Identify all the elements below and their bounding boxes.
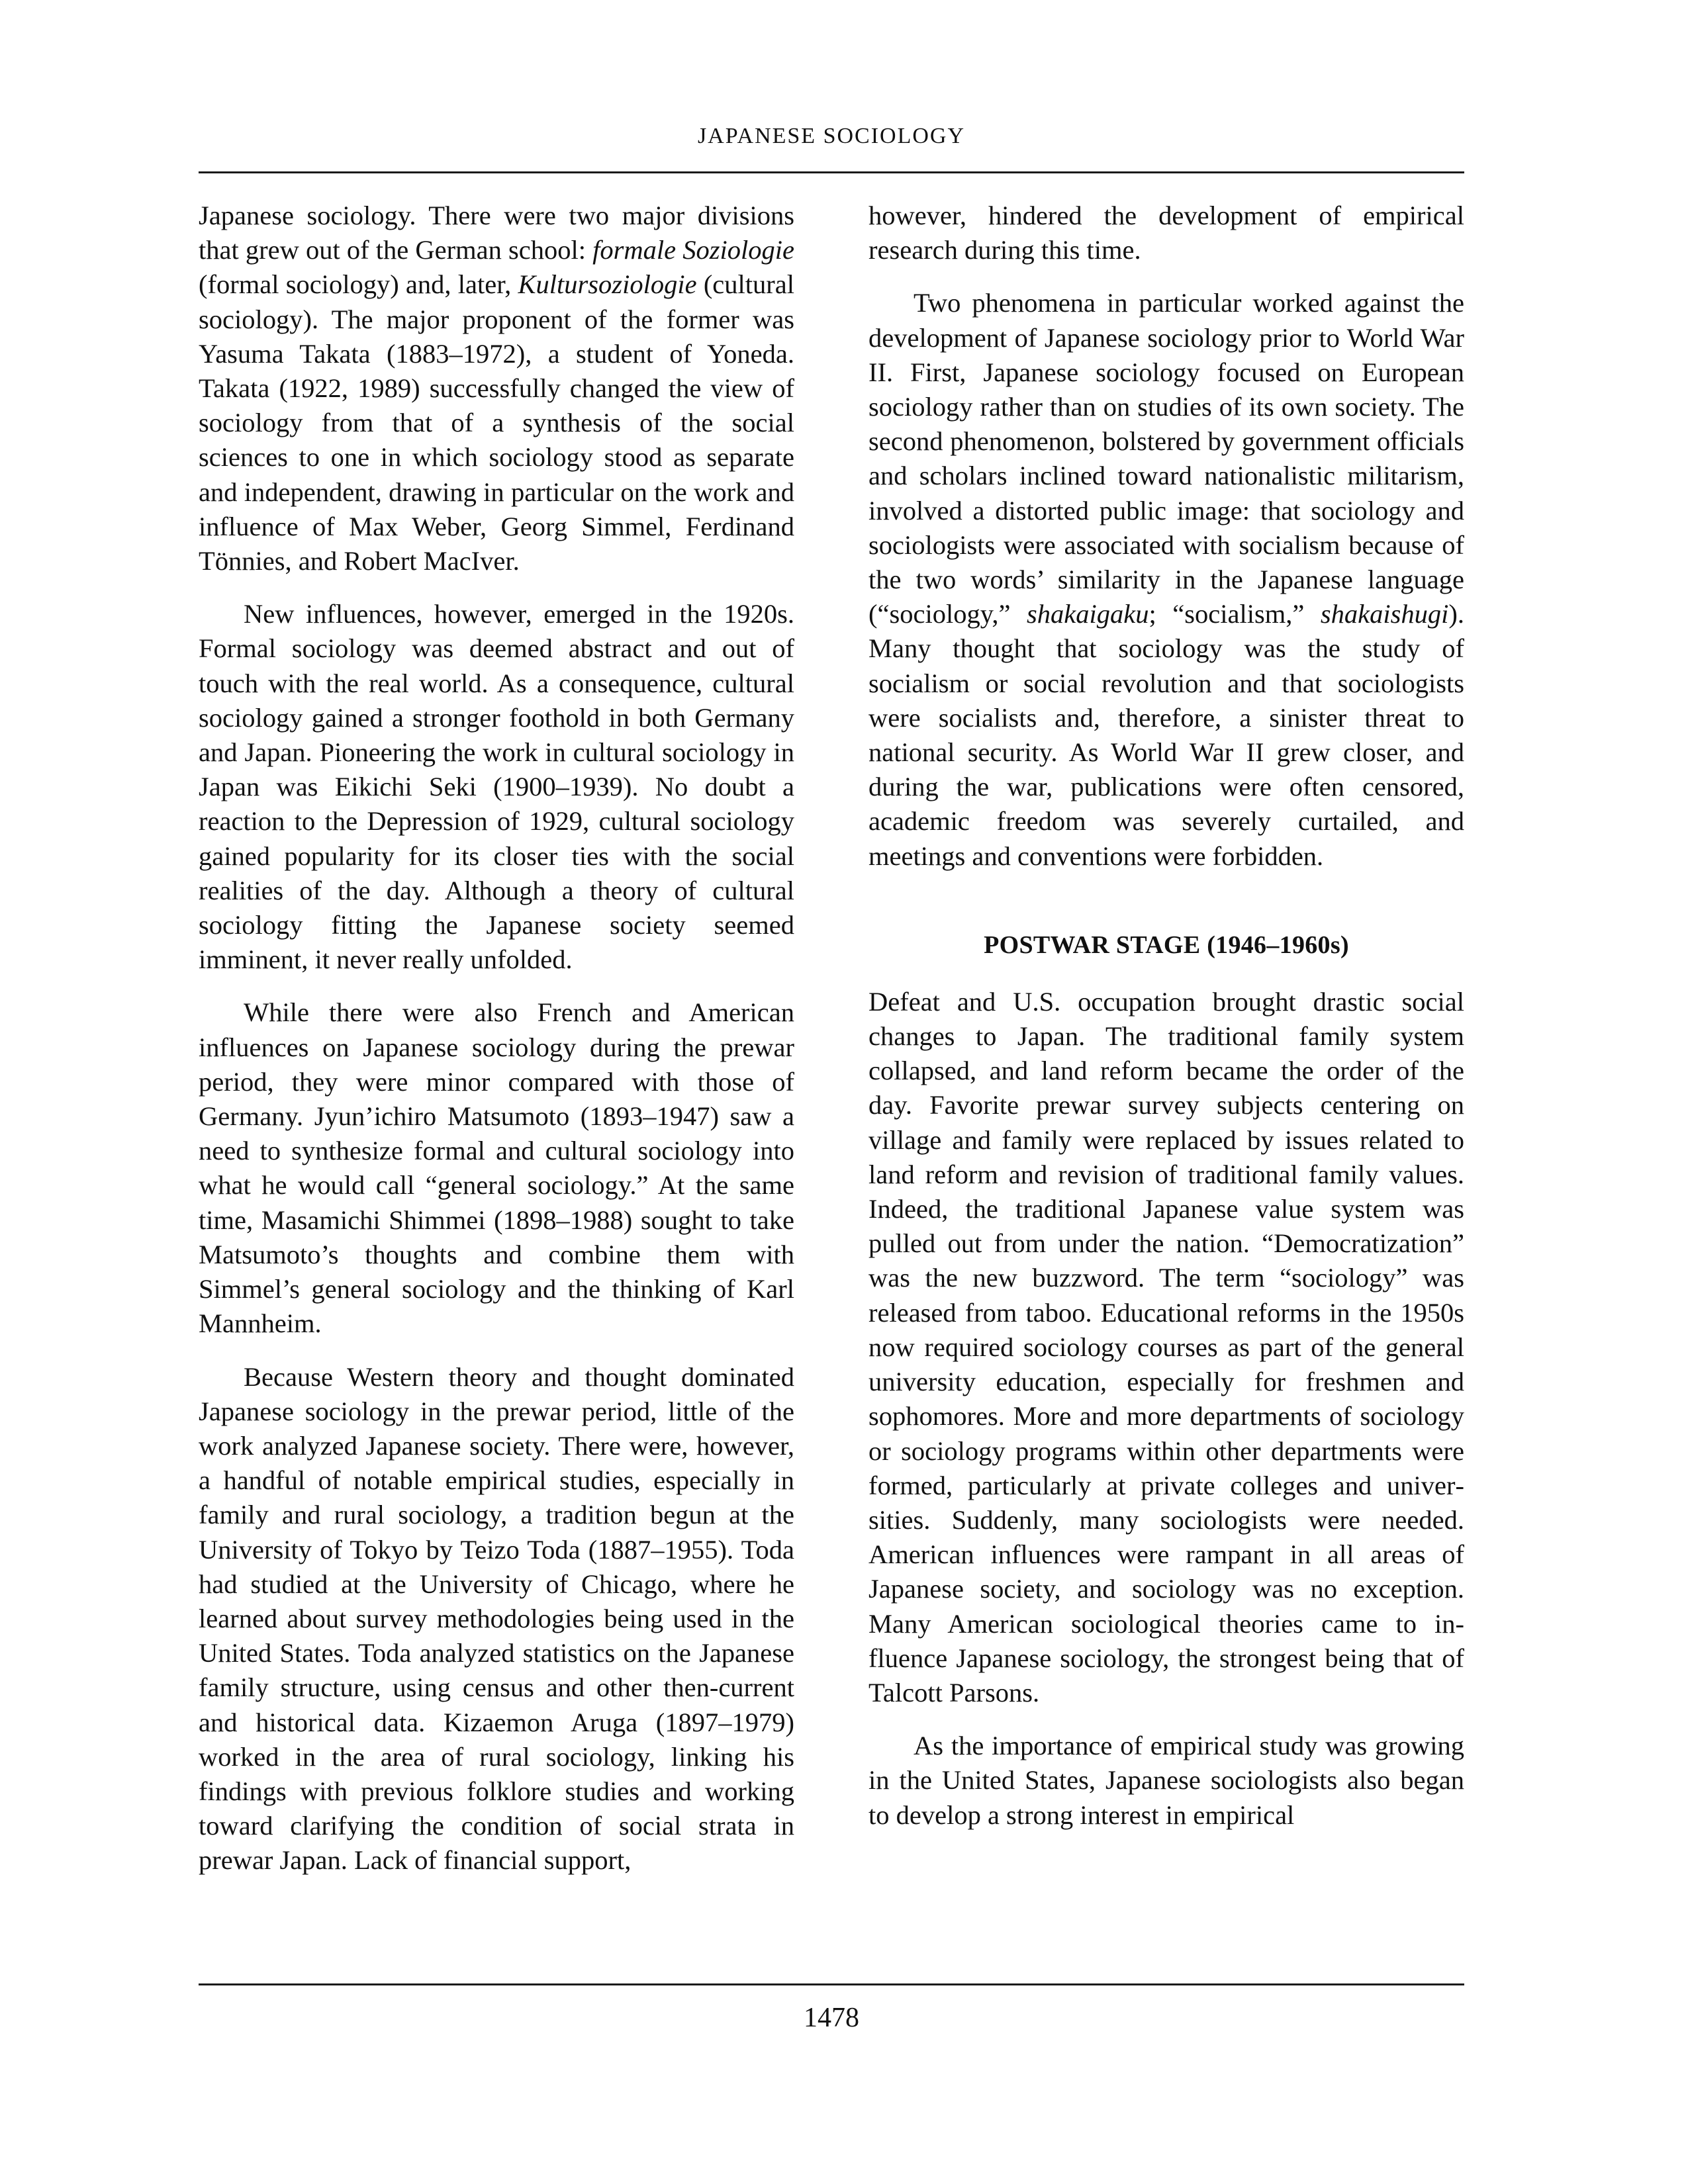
left-column [199,199,794,1897]
paragraph-western-theory: Because Western theory and thought dominated Japanese sociology in the prewar period, little of the work analyzed Japanese society. There were, however, a handful of notable empirical studies, especially in family and rural sociology, a tradition begun at the University of Tokyo by Teizo Toda (1887–1955). Toda had studied at the University of Chicago, where he learned about survey methodologies being used in the United States. Toda analyzed statistics on the Japanese family structure, using census and other then-current and historical data. Kizaemon Aruga (1897–1979) worked in the area of rural sociology, linking his findings with previous folklore studies and working toward clarifying the condition of social strata in prewar Japan. Lack of financial support, [199,1361,794,1876]
paragraph-text: Two phenomena in particular worked against the development of Japanese sociology prior to World War II. First, Japanese sociology focused on European sociology rather than on studies of its own society. The second phenomenon, bolstered by government officials and scholars inclined toward nationalistic militarism, involved a distorted public image: that sociology and sociologists were associated with socialism because of the two words’ similarity in the Japanese language (“sociology,” [868,288,1464,629]
footer-rule [199,1983,1464,1985]
right-column [868,199,1464,1851]
paragraph-text: ; “socialism,” [1149,599,1321,629]
paragraph-two-phenomena [868,286,1464,873]
italic-term-shakaigaku: shakaigaku [1026,599,1149,629]
section-heading-postwar-stage: POSTWAR STAGE (1946–1960s) [984,931,1349,959]
paragraph-text: (formal sociology) and, later, [199,269,518,300]
paragraph-empirical-study: As the importance of empirical study was growing in the United States, Japanese sociologists also began to develop a strong interest in empirical [868,1731,1464,1830]
paragraph-defeat-occupation: Defeat and U.S. occupation brought drastic social changes to Japan. The traditional family system collapsed, and land reform became the order of the day. Favorite prewar survey subjects centering on village and family were replaced by issues related to land reform and revision of traditional family values. Indeed, the traditional Japanese value system was pulled out from under the nation. “Democratization” was the new buzzword. The term “sociology” was released from taboo. Educational reforms in the 1950s now required sociology courses as part of the general university education, especially for freshmen and sophomores. More and more departments of sociology or sociology programs within other departments were formed, particularly at private colleges and universities. Suddenly, many sociologists were needed. American influences were rampant in all areas of Japanese society, and sociology was no exception. Many American sociological theories came to influence Japanese sociology, the strongest being that of Talcott Parsons. [868,986,1464,1707]
running-head-title: JAPANESE SOCIOLOGY [697,124,966,148]
italic-term-shakaishugi: shakaishugi [1320,599,1449,629]
paragraph-text: Japanese sociology. There were two major divisions that grew out of the German school: [199,201,794,265]
paragraph-german-school [199,199,794,578]
page-number: 1478 [804,2003,859,2033]
italic-term-formale-soziologie: formale Soziologie [592,235,795,265]
italic-term-kultursoziologie: Kultursoziologie [518,269,697,300]
paragraph-french-american-influences: While there were also French and American influences on Japanese sociology during the prewar period, they were minor compared with those of Germany. Jyun’ichiro Matsumoto (1893–1947) saw a need to synthesize formal and cultural sociology into what he would call “general sociology.” At the same time, Masamichi Shimmei (1898–1988) sought to take Matsumoto’s thoughts and combine them with Simmel’s general sociology and the thinking of Karl Mannheim. [199,997,794,1339]
paragraph-financial-support-cont: however, hindered the development of empirical research during this time. [868,201,1464,265]
paragraph-new-influences: New influences, however, emerged in the 1920s. Formal sociology was deemed abstract and out of touch with the real world. As a consequence, cultural sociology gained a stronger foothold in both Germany and Japan. Pioneering the work in cultural sociology in Japan was Eikichi Seki (1900–1939). No doubt a reaction to the Depression of 1929, cultural sociology gained popularity for its closer ties with the social realities of the day. Although a theory of cultural sociology fitting the Japanese society seemed imminent, it never really unfolded. [199,599,794,975]
header-rule [199,171,1464,173]
paragraph-text: ). Many thought that sociology was the study of socialism or social revolution and that sociologists were socialists and, therefore, a sinister threat to national security. As World War II grew closer, and during the war, publications were often censored, academic freedom was severely curtailed, and meetings and conventions were forbidden. [868,599,1464,871]
paragraph-text: (cultural sociology). The major proponent of the former was Yasuma Takata (1883–1972), a student of Yoneda. Takata (1922, 1989) successfully changed the view of sociology from that of a synthesis of the social sciences to one in which sociology stood as separate and independent, drawing in particular on the work and influence of Max Weber, Georg Simmel, Ferdinand Tönnies, and Robert MacIver. [199,269,795,576]
